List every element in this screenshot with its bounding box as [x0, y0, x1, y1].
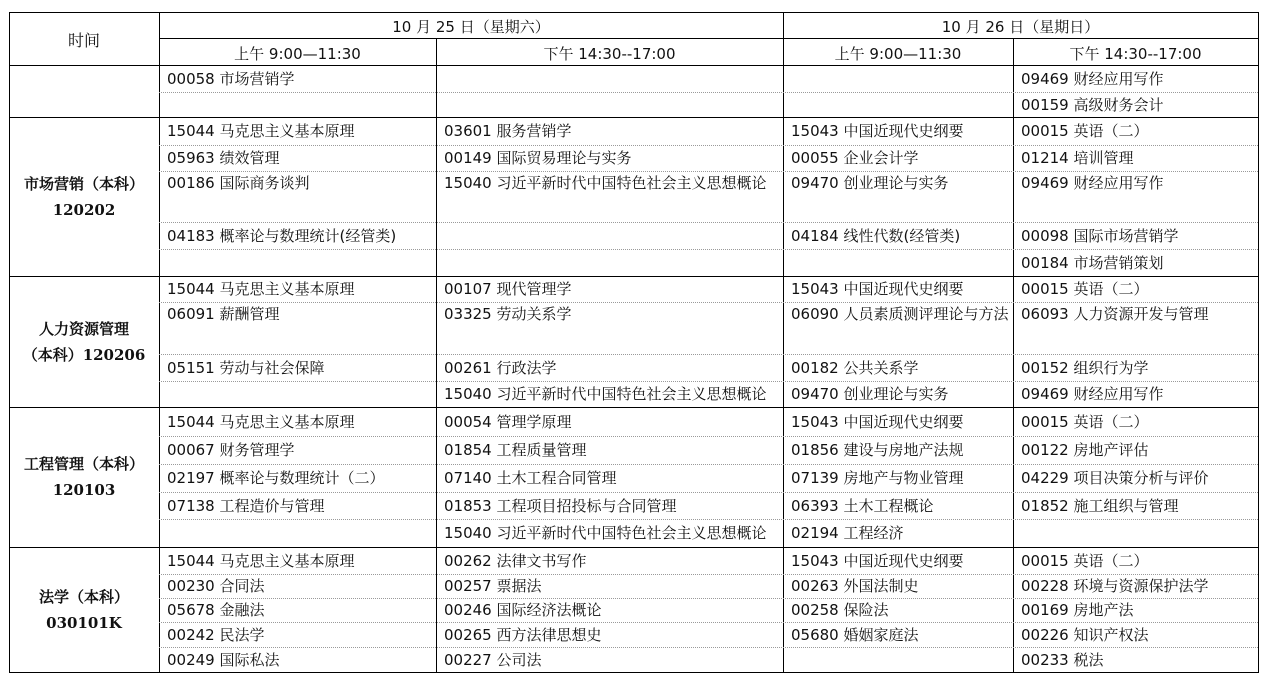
group-divider — [9, 547, 1259, 548]
course-cell: 01214 培训管理 — [1021, 149, 1134, 167]
course-cell: 01854 工程质量管理 — [444, 441, 587, 459]
course-cell: 15043 中国近现代史纲要 — [791, 280, 964, 298]
major-label — [9, 316, 159, 368]
course-cell: 03601 服务营销学 — [444, 122, 572, 140]
course-cell: 00230 合同法 — [167, 577, 265, 595]
row-divider — [159, 492, 1258, 493]
major-code: 120103 — [52, 481, 116, 499]
major-code: 030101K — [46, 613, 122, 632]
course-cell: 00258 保险法 — [791, 601, 889, 619]
row-divider — [159, 598, 1258, 599]
course-cell: 00262 法律文书写作 — [444, 552, 587, 570]
course-cell: 09469 财经应用写作 — [1021, 174, 1164, 192]
row-divider — [159, 647, 1258, 648]
table-border-top — [9, 12, 1259, 13]
course-cell: 00246 国际经济法概论 — [444, 601, 602, 619]
course-cell: 00149 国际贸易理论与实务 — [444, 149, 632, 167]
course-cell: 05678 金融法 — [167, 601, 265, 619]
row-divider — [159, 622, 1258, 623]
course-cell: 00098 国际市场营销学 — [1021, 227, 1179, 245]
course-cell: 00122 房地产评估 — [1021, 441, 1149, 459]
course-cell: 00184 市场营销策划 — [1021, 254, 1164, 272]
day2-header: 10 月 26 日（星期日） — [941, 18, 1100, 36]
group-divider — [9, 117, 1259, 118]
major-name: 人力资源管理 — [38, 319, 129, 338]
course-cell: 00152 组织行为学 — [1021, 359, 1149, 377]
course-cell: 00242 民法学 — [167, 626, 265, 644]
course-cell: 15043 中国近现代史纲要 — [791, 413, 964, 431]
row-divider — [159, 574, 1258, 575]
course-cell: 00058 市场营销学 — [167, 70, 295, 88]
course-cell: 15043 中国近现代史纲要 — [791, 552, 964, 570]
slot-header-4: 下午 14:30--17:00 — [1069, 45, 1202, 63]
row-divider — [159, 249, 1258, 250]
course-cell: 07140 土木工程合同管理 — [444, 469, 617, 487]
course-cell: 00233 税法 — [1021, 651, 1104, 669]
major-label — [9, 584, 159, 636]
course-cell: 05151 劳动与社会保障 — [167, 359, 325, 377]
slot-header-3: 上午 9:00—11:30 — [834, 45, 962, 63]
course-cell: 00182 公共关系学 — [791, 359, 919, 377]
course-cell: 06093 人力资源开发与管理 — [1021, 305, 1209, 323]
table-border-bottom — [9, 672, 1259, 673]
course-cell: 04184 线性代数(经管类) — [791, 227, 961, 245]
course-cell: 00159 高级财务会计 — [1021, 96, 1164, 114]
course-cell: 15044 马克思主义基本原理 — [167, 280, 355, 298]
course-cell: 00263 外国法制史 — [791, 577, 919, 595]
course-cell: 02194 工程经济 — [791, 524, 904, 542]
course-cell: 09470 创业理论与实务 — [791, 385, 949, 403]
course-cell: 02197 概率论与数理统计（二） — [167, 469, 385, 487]
course-cell: 06090 人员素质测评理论与方法 — [791, 305, 1009, 323]
day1-header: 10 月 25 日（星期六） — [392, 18, 550, 36]
course-cell: 15040 习近平新时代中国特色社会主义思想概论 — [444, 385, 767, 403]
course-cell: 09469 财经应用写作 — [1021, 70, 1164, 88]
column-rule — [436, 38, 437, 672]
major-name: 市场营销（本科） — [23, 174, 144, 193]
course-cell: 00015 英语（二） — [1021, 280, 1149, 298]
header-divider — [159, 38, 1259, 39]
major-label — [9, 171, 159, 223]
course-cell: 00169 房地产法 — [1021, 601, 1134, 619]
course-cell: 00015 英语（二） — [1021, 413, 1149, 431]
column-rule — [159, 12, 160, 672]
column-rule — [1258, 12, 1259, 672]
course-cell: 00067 财务管理学 — [167, 441, 295, 459]
course-cell: 15043 中国近现代史纲要 — [791, 122, 964, 140]
major-label — [9, 451, 159, 503]
course-cell: 01852 施工组织与管理 — [1021, 497, 1179, 515]
course-cell: 01853 工程项目招投标与合同管理 — [444, 497, 677, 515]
course-cell: 00015 英语（二） — [1021, 552, 1149, 570]
course-cell: 15040 习近平新时代中国特色社会主义思想概论 — [444, 174, 767, 192]
course-cell: 15040 习近平新时代中国特色社会主义思想概论 — [444, 524, 767, 542]
course-cell: 00228 环境与资源保护法学 — [1021, 577, 1209, 595]
course-cell: 07139 房地产与物业管理 — [791, 469, 964, 487]
group-divider — [9, 276, 1259, 277]
course-cell: 00226 知识产权法 — [1021, 626, 1149, 644]
course-cell: 15044 马克思主义基本原理 — [167, 552, 355, 570]
course-cell: 01856 建设与房地产法规 — [791, 441, 964, 459]
course-cell: 05680 婚姻家庭法 — [791, 626, 919, 644]
row-divider — [159, 381, 1258, 382]
row-divider — [159, 354, 1258, 355]
course-cell: 06091 薪酬管理 — [167, 305, 280, 323]
course-cell: 00227 公司法 — [444, 651, 542, 669]
course-cell: 00107 现代管理学 — [444, 280, 572, 298]
course-cell: 05963 绩效管理 — [167, 149, 280, 167]
course-cell: 00055 企业会计学 — [791, 149, 919, 167]
course-cell: 00249 国际私法 — [167, 651, 280, 669]
column-rule — [783, 12, 784, 672]
major-name: 法学（本科） — [38, 587, 129, 606]
row-divider — [159, 92, 1258, 93]
major-name: 工程管理（本科） — [23, 455, 144, 473]
course-cell: 06393 土木工程概论 — [791, 497, 934, 515]
course-cell: 00257 票据法 — [444, 577, 542, 595]
course-cell: 00261 行政法学 — [444, 359, 557, 377]
course-cell: 15044 马克思主义基本原理 — [167, 122, 355, 140]
slot-header-1: 上午 9:00—11:30 — [234, 45, 361, 63]
header-bottom-rule — [9, 65, 1259, 66]
course-cell: 00265 西方法律思想史 — [444, 626, 602, 644]
course-cell: 09470 创业理论与实务 — [791, 174, 949, 192]
group-divider — [9, 407, 1259, 408]
course-cell: 00015 英语（二） — [1021, 122, 1149, 140]
row-divider — [159, 436, 1258, 437]
course-cell: 04229 项目决策分析与评价 — [1021, 469, 1209, 487]
course-cell: 15044 马克思主义基本原理 — [167, 413, 355, 431]
row-divider — [159, 222, 1258, 223]
course-cell: 07138 工程造价与管理 — [167, 497, 325, 515]
course-cell: 04183 概率论与数理统计(经管类) — [167, 227, 397, 245]
row-divider — [159, 145, 1258, 146]
column-rule — [1013, 38, 1014, 672]
course-cell: 00054 管理学原理 — [444, 413, 572, 431]
major-code: 120202 — [52, 200, 116, 219]
course-cell: 09469 财经应用写作 — [1021, 385, 1164, 403]
major-code: （本科）120206 — [22, 345, 146, 364]
slot-header-2: 下午 14:30--17:00 — [543, 45, 676, 63]
row-divider — [159, 519, 1258, 520]
course-cell: 03325 劳动关系学 — [444, 305, 572, 323]
time-header: 时间 — [67, 31, 100, 50]
row-divider — [159, 464, 1258, 465]
course-cell: 00186 国际商务谈判 — [167, 174, 310, 192]
